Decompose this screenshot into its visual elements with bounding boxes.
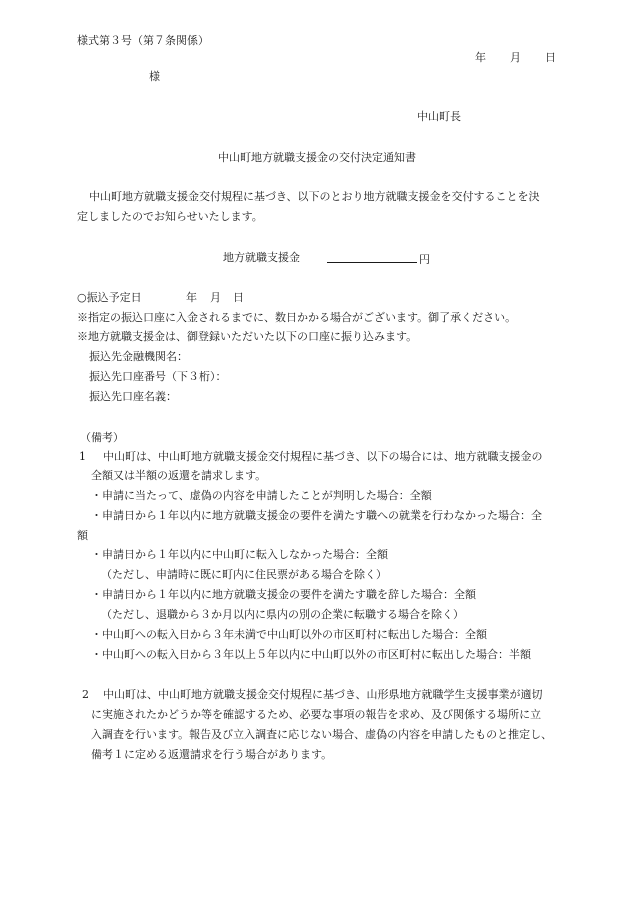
remark-1-bullet: ・中山町への転入日から３年未満で中山町以外の市区町村に転出した場合：全額 (91, 628, 487, 641)
remark-1-bullet: ・申請日から１年以内に中山町に転入しなかった場合：全額 (91, 548, 388, 561)
amount-blank (327, 251, 417, 263)
recipient-suffix: 様 (149, 70, 160, 83)
remarks-heading: （備考） (80, 431, 124, 444)
account-number-label: 振込先口座番号（下３桁）： (89, 370, 227, 383)
remark-2-line-2: に実施されたかどうか等を確認するため、必要な事項の報告を求め、及び関係する場所に立 (91, 708, 542, 721)
issuer-name: 中山町長 (417, 110, 461, 123)
remark-1-bullet: ・申請日から１年以内に地方就職支援金の要件を満たす職への就業を行わなかった場合：全 (91, 509, 542, 522)
date-day-label: 日 (545, 51, 556, 64)
document-title: 中山町地方就職支援金の交付決定通知書 (218, 151, 416, 164)
remark-1-bullet: ・中山町への転入日から３年以上５年以内に中山町以外の市区町村に転出した場合：半額 (91, 648, 531, 661)
scheduled-day: 日 (233, 291, 244, 304)
form-label: 様式第３号（第７条関係） (77, 34, 209, 47)
amount-label: 地方就職支援金 (223, 251, 300, 264)
intro-line-2: 定しましたのでお知らせいたします。 (77, 210, 263, 223)
bank-name-label: 振込先金融機関名： (89, 350, 188, 363)
remark-1-line-2: 全額又は半額の返還を請求します。 (91, 469, 267, 482)
remark-2-line-1: 中山町は、中山町地方就職支援金交付規程に基づき、山形県地方就職学生支援事業が適切 (103, 688, 543, 701)
scheduled-year: 年 (186, 291, 197, 304)
remark-1-bullet: ・申請に当たって、虚偽の内容を申請したことが判明した場合：全額 (91, 489, 432, 502)
remark-2-number: 2 (82, 688, 89, 701)
transfer-note-2: ※地方就職支援金は、御登録いただいた以下の口座に振り込みます。 (77, 330, 418, 343)
remark-2-line-4: 備考１に定める返還請求を行う場合があります。 (91, 748, 333, 761)
remark-1-line-1: 中山町は、中山町地方就職支援金交付規程に基づき、以下の場合には、地方就職支援金の (103, 450, 543, 463)
remark-1-bullet: ・申請日から１年以内に地方就職支援金の要件を満たす職を辞した場合：全額 (91, 588, 476, 601)
transfer-note-1: ※指定の振込口座に入金されるまでに、数日かかる場合がございます。御了承ください。 (77, 311, 517, 324)
scheduled-date-label: ○振込予定日 (77, 291, 142, 304)
remark-1-note: （ただし、退職から３か月以内に県内の別の企業に転職する場合を除く） (101, 608, 464, 621)
account-holder-label: 振込先口座名義： (89, 390, 177, 403)
remark-1-number: 1 (79, 450, 86, 463)
remark-1-note: （ただし、申請時に既に町内に住民票がある場合を除く） (101, 568, 387, 581)
intro-line-1: 中山町地方就職支援金交付規程に基づき、以下のとおり地方就職支援金を交付することを決 (89, 190, 540, 203)
date-month-label: 月 (510, 51, 521, 64)
date-year-label: 年 (475, 51, 486, 64)
amount-field (327, 251, 430, 267)
remark-1-bullet-wrap: 額 (77, 529, 88, 542)
amount-unit: 円 (419, 253, 430, 266)
remark-2-line-3: 入調査を行います。報告及び立入調査に応じない場合、虚偽の内容を申請したものと推定し、 (91, 728, 553, 741)
scheduled-month: 月 (210, 291, 221, 304)
